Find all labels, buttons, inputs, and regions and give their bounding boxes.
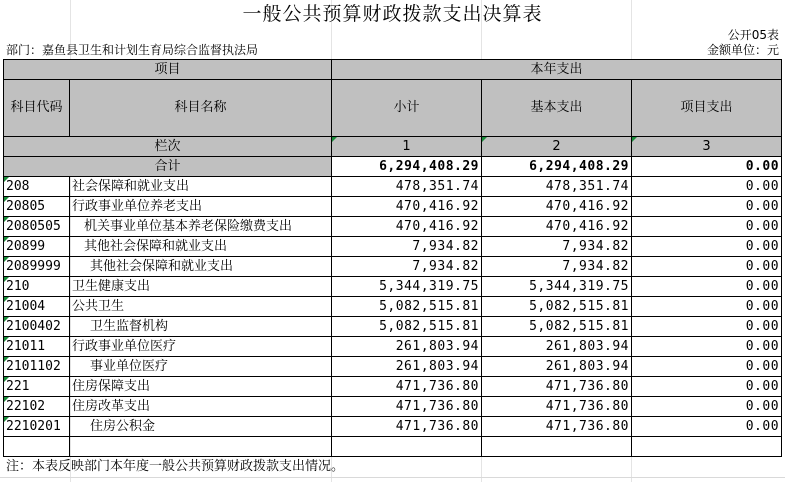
project-cell[interactable]: 0.00 (632, 197, 782, 217)
subtotal-cell[interactable]: 471,736.80 (332, 397, 482, 417)
amount-unit: 金额单位：元 (706, 43, 779, 57)
column-index-3[interactable]: 3 (632, 137, 782, 157)
basic-cell[interactable]: 470,416.92 (482, 217, 632, 237)
project-cell[interactable]: 0.00 (632, 337, 782, 357)
header-project[interactable]: 项目 (4, 60, 332, 80)
subject-name-cell[interactable]: 行政事业单位养老支出 (70, 197, 332, 217)
basic-cell[interactable]: 5,082,515.81 (482, 297, 632, 317)
subject-name-cell[interactable]: 住房公积金 (70, 417, 332, 437)
project-cell[interactable]: 0.00 (632, 317, 782, 337)
basic-cell[interactable]: 7,934.82 (482, 257, 632, 277)
subject-name-cell[interactable]: 社会保障和就业支出 (70, 177, 332, 197)
header-project-expenditure[interactable]: 项目支出 (632, 80, 782, 137)
subject-code-cell[interactable]: 2089999 (4, 257, 70, 277)
project-cell[interactable]: 0.00 (632, 397, 782, 417)
basic-cell[interactable]: 471,736.80 (482, 377, 632, 397)
project-cell[interactable]: 0.00 (632, 377, 782, 397)
column-index-label[interactable]: 栏次 (4, 137, 332, 157)
table-row (4, 237, 782, 257)
subject-code-cell[interactable]: 2080505 (4, 217, 70, 237)
subtotal-cell[interactable]: 470,416.92 (332, 197, 482, 217)
subtotal-cell[interactable]: 7,934.82 (332, 237, 482, 257)
subtotal-cell[interactable]: 7,934.82 (332, 257, 482, 277)
project-cell[interactable]: 0.00 (632, 357, 782, 377)
basic-cell[interactable]: 471,736.80 (482, 397, 632, 417)
empty-row (4, 437, 782, 457)
empty-cell[interactable] (632, 437, 782, 457)
subject-code-cell[interactable]: 221 (4, 377, 70, 397)
subject-name-cell[interactable]: 机关事业单位基本养老保险缴费支出 (70, 217, 332, 237)
table-row (4, 417, 782, 437)
subject-name-cell[interactable]: 行政事业单位医疗 (70, 337, 332, 357)
expenditure-table (3, 59, 782, 457)
column-index-2[interactable]: 2 (482, 137, 632, 157)
table-row (4, 177, 782, 197)
total-row (4, 157, 782, 177)
project-cell[interactable]: 0.00 (632, 217, 782, 237)
subject-code-cell[interactable]: 20899 (4, 237, 70, 257)
department-label: 部门：嘉鱼县卫生和计划生育局综合监督执法局 (6, 43, 259, 57)
table-row (4, 297, 782, 317)
header-year-expenditure[interactable]: 本年支出 (332, 60, 782, 80)
subject-name-cell[interactable]: 住房改革支出 (70, 397, 332, 417)
gridline (0, 477, 785, 478)
table-row (4, 317, 782, 337)
subtotal-cell[interactable]: 261,803.94 (332, 357, 482, 377)
table-row (4, 217, 782, 237)
table-row (4, 357, 782, 377)
table-row (4, 337, 782, 357)
basic-cell[interactable]: 261,803.94 (482, 337, 632, 357)
subject-name-cell[interactable]: 事业单位医疗 (70, 357, 332, 377)
basic-cell[interactable]: 470,416.92 (482, 197, 632, 217)
table-row (4, 277, 782, 297)
basic-cell[interactable]: 471,736.80 (482, 417, 632, 437)
total-subtotal[interactable]: 6,294,408.29 (332, 157, 482, 177)
subtotal-cell[interactable]: 261,803.94 (332, 337, 482, 357)
subject-code-cell[interactable]: 210 (4, 277, 70, 297)
total-label[interactable]: 合计 (4, 157, 332, 177)
subject-code-cell[interactable]: 2210201 (4, 417, 70, 437)
table-row (4, 397, 782, 417)
subtotal-cell[interactable]: 5,082,515.81 (332, 317, 482, 337)
subtotal-cell[interactable]: 471,736.80 (332, 377, 482, 397)
subject-name-cell[interactable]: 其他社会保障和就业支出 (70, 257, 332, 277)
total-project[interactable]: 0.00 (632, 157, 782, 177)
column-index-row (4, 137, 782, 157)
basic-cell[interactable]: 261,803.94 (482, 357, 632, 377)
empty-cell[interactable] (70, 437, 332, 457)
subject-code-cell[interactable]: 208 (4, 177, 70, 197)
subtotal-cell[interactable]: 5,082,515.81 (332, 297, 482, 317)
subject-code-cell[interactable]: 2100402 (4, 317, 70, 337)
subject-code-cell[interactable]: 21004 (4, 297, 70, 317)
project-cell[interactable]: 0.00 (632, 257, 782, 277)
subject-code-cell[interactable]: 21011 (4, 337, 70, 357)
empty-cell[interactable] (482, 437, 632, 457)
subtotal-cell[interactable]: 5,344,319.75 (332, 277, 482, 297)
subtotal-cell[interactable]: 471,736.80 (332, 417, 482, 437)
footnote: 注：本表反映部门本年度一般公共预算财政拨款支出情况。 (6, 459, 345, 474)
subject-name-cell[interactable]: 卫生健康支出 (70, 277, 332, 297)
basic-cell[interactable]: 5,082,515.81 (482, 317, 632, 337)
project-cell[interactable]: 0.00 (632, 277, 782, 297)
basic-cell[interactable]: 5,344,319.75 (482, 277, 632, 297)
subject-name-cell[interactable]: 住房保障支出 (70, 377, 332, 397)
subject-name-cell[interactable]: 卫生监督机构 (70, 317, 332, 337)
form-number: 公开05表 (727, 28, 779, 42)
header-basic-expenditure[interactable]: 基本支出 (482, 80, 632, 137)
subtotal-cell[interactable]: 478,351.74 (332, 177, 482, 197)
basic-cell[interactable]: 478,351.74 (482, 177, 632, 197)
table-row (4, 197, 782, 217)
header-subject-name[interactable]: 科目名称 (70, 80, 332, 137)
subject-name-cell[interactable]: 公共卫生 (70, 297, 332, 317)
subject-name-cell[interactable]: 其他社会保障和就业支出 (70, 237, 332, 257)
header-subtotal[interactable]: 小计 (332, 80, 482, 137)
header-subject-code[interactable]: 科目代码 (4, 80, 70, 137)
project-cell[interactable]: 0.00 (632, 177, 782, 197)
column-index-1[interactable]: 1 (332, 137, 482, 157)
subject-code-cell[interactable]: 20805 (4, 197, 70, 217)
table-row (4, 257, 782, 277)
subject-code-cell[interactable]: 2101102 (4, 357, 70, 377)
empty-cell[interactable] (332, 437, 482, 457)
basic-cell[interactable]: 7,934.82 (482, 237, 632, 257)
project-cell[interactable]: 0.00 (632, 297, 782, 317)
header-row-2 (4, 80, 782, 137)
project-cell[interactable]: 0.00 (632, 237, 782, 257)
total-basic[interactable]: 6,294,408.29 (482, 157, 632, 177)
project-cell[interactable]: 0.00 (632, 417, 782, 437)
subtotal-cell[interactable]: 470,416.92 (332, 217, 482, 237)
report-title: 一般公共预算财政拨款支出决算表 (242, 3, 543, 25)
table-row (4, 377, 782, 397)
subject-code-cell[interactable]: 22102 (4, 397, 70, 417)
header-row-1 (4, 60, 782, 80)
empty-cell[interactable] (4, 437, 70, 457)
